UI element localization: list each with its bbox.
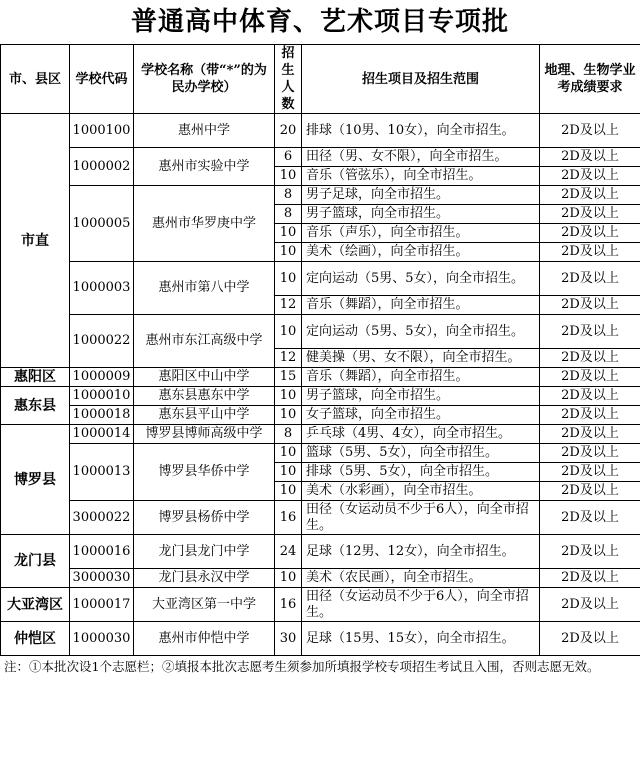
enrollment-count: 10: [275, 444, 302, 463]
school-name: 惠州市华罗庚中学: [134, 186, 275, 262]
school-code: 1000003: [70, 262, 134, 315]
project-scope: 足球（15男、15女），向全市招生。: [302, 622, 540, 656]
project-scope: 美术（绘画），向全市招生。: [302, 243, 540, 262]
footnote: 注：①本批次设1个志愿栏；②填报本批次志愿考生须参加所填报学校专项招生考试且入围，否则志愿无效。: [4, 659, 600, 674]
enrollment-count: 10: [275, 406, 302, 425]
score-requirement: 2D及以上: [540, 406, 640, 425]
enrollment-count: 10: [275, 482, 302, 501]
school-code: 1000013: [70, 444, 134, 501]
region-cell: 市直: [1, 114, 70, 368]
table-row: [1, 444, 640, 463]
score-requirement: 2D及以上: [540, 296, 640, 315]
score-requirement: 2D及以上: [540, 186, 640, 205]
school-name: 惠州市仲恺中学: [134, 622, 275, 656]
school-name: 惠州市第八中学: [134, 262, 275, 315]
table-row: [1, 186, 640, 205]
score-requirement: 2D及以上: [540, 148, 640, 167]
project-scope: 田径（女运动员不少于6人），向全市招生。: [302, 588, 540, 622]
project-scope: 足球（12男、12女），向全市招生。: [302, 535, 540, 569]
enrollment-count: 12: [275, 349, 302, 368]
enrollment-count: 30: [275, 622, 302, 656]
score-requirement: 2D及以上: [540, 588, 640, 622]
enrollment-count: 16: [275, 501, 302, 535]
enrollment-count: 10: [275, 463, 302, 482]
project-scope: 音乐（声乐），向全市招生。: [302, 224, 540, 243]
school-code: 1000002: [70, 148, 134, 186]
score-requirement: 2D及以上: [540, 535, 640, 569]
enrollment-count: 10: [275, 243, 302, 262]
enrollment-count: 10: [275, 387, 302, 406]
header-code: 学校代码: [70, 45, 134, 114]
project-scope: 乒乓球（4男、4女），向全市招生。: [302, 425, 540, 444]
school-code: 1000009: [70, 368, 134, 387]
score-requirement: 2D及以上: [540, 622, 640, 656]
table-row: [1, 406, 640, 425]
school-code: 3000022: [70, 501, 134, 535]
school-name: 博罗县博师高级中学: [134, 425, 275, 444]
region-cell: 大亚湾区: [1, 588, 70, 622]
enrollment-count: 16: [275, 588, 302, 622]
table-row: [1, 315, 640, 349]
school-code: 1000010: [70, 387, 134, 406]
table-row: [1, 535, 640, 569]
score-requirement: 2D及以上: [540, 425, 640, 444]
score-requirement: 2D及以上: [540, 463, 640, 482]
score-requirement: 2D及以上: [540, 243, 640, 262]
enrollment-count: 15: [275, 368, 302, 387]
project-scope: 音乐（舞蹈），向全市招生。: [302, 368, 540, 387]
school-name: 龙门县龙门中学: [134, 535, 275, 569]
score-requirement: 2D及以上: [540, 315, 640, 349]
region-cell: 惠阳区: [1, 368, 70, 387]
school-code: 1000030: [70, 622, 134, 656]
table-row: [1, 622, 640, 656]
school-code: 1000022: [70, 315, 134, 368]
header-row: [1, 45, 640, 114]
project-scope: 田径（女运动员不少于6人），向全市招生。: [302, 501, 540, 535]
project-scope: 音乐（管弦乐），向全市招生。: [302, 167, 540, 186]
table-row: [1, 588, 640, 622]
project-scope: 健美操（男、女不限），向全市招生。: [302, 349, 540, 368]
header-count: 招生人数: [275, 45, 302, 114]
school-code: 1000100: [70, 114, 134, 148]
score-requirement: 2D及以上: [540, 205, 640, 224]
region-cell: 惠东县: [1, 387, 70, 425]
project-scope: 美术（农民画），向全市招生。: [302, 569, 540, 588]
project-scope: 定向运动（5男、5女），向全市招生。: [302, 262, 540, 296]
table-row: [1, 501, 640, 535]
enrollment-count: 12: [275, 296, 302, 315]
project-scope: 女子篮球，向全市招生。: [302, 406, 540, 425]
score-requirement: 2D及以上: [540, 349, 640, 368]
table-row: [1, 148, 640, 167]
enrollment-count: 24: [275, 535, 302, 569]
admission-table: [0, 44, 640, 656]
score-requirement: 2D及以上: [540, 368, 640, 387]
table-row: [1, 569, 640, 588]
school-name: 惠州市东江高级中学: [134, 315, 275, 368]
header-requirement: 地理、生物学业考成绩要求: [540, 45, 640, 114]
enrollment-count: 8: [275, 425, 302, 444]
project-scope: 男子篮球，向全市招生。: [302, 205, 540, 224]
project-scope: 田径（男、女不限），向全市招生。: [302, 148, 540, 167]
table-body: [1, 114, 640, 656]
score-requirement: 2D及以上: [540, 501, 640, 535]
project-scope: 篮球（5男、5女），向全市招生。: [302, 444, 540, 463]
school-name: 大亚湾区第一中学: [134, 588, 275, 622]
region-cell: 博罗县: [1, 425, 70, 535]
school-name: 惠阳区中山中学: [134, 368, 275, 387]
school-name: 博罗县杨侨中学: [134, 501, 275, 535]
project-scope: 排球（5男、5女），向全市招生。: [302, 463, 540, 482]
table-row: [1, 368, 640, 387]
school-code: 3000030: [70, 569, 134, 588]
school-name: 博罗县华侨中学: [134, 444, 275, 501]
enrollment-count: 20: [275, 114, 302, 148]
enrollment-count: 8: [275, 205, 302, 224]
school-code: 1000005: [70, 186, 134, 262]
enrollment-count: 6: [275, 148, 302, 167]
score-requirement: 2D及以上: [540, 444, 640, 463]
enrollment-count: 10: [275, 315, 302, 349]
table-row: [1, 114, 640, 148]
enrollment-count: 10: [275, 569, 302, 588]
enrollment-count: 10: [275, 224, 302, 243]
enrollment-count: 8: [275, 186, 302, 205]
region-cell: 仲恺区: [1, 622, 70, 656]
score-requirement: 2D及以上: [540, 387, 640, 406]
score-requirement: 2D及以上: [540, 167, 640, 186]
region-cell: 龙门县: [1, 535, 70, 588]
header-school-name: 学校名称（带“*”的为民办学校）: [134, 45, 275, 114]
score-requirement: 2D及以上: [540, 224, 640, 243]
school-code: 1000018: [70, 406, 134, 425]
school-name: 惠州市实验中学: [134, 148, 275, 186]
score-requirement: 2D及以上: [540, 569, 640, 588]
page-title: 普通高中体育、艺术项目专项批: [130, 7, 509, 37]
school-name: 龙门县永汉中学: [134, 569, 275, 588]
score-requirement: 2D及以上: [540, 114, 640, 148]
score-requirement: 2D及以上: [540, 262, 640, 296]
project-scope: 定向运动（5男、5女），向全市招生。: [302, 315, 540, 349]
score-requirement: 2D及以上: [540, 482, 640, 501]
school-name: 惠东县惠东中学: [134, 387, 275, 406]
project-scope: 排球（10男、10女），向全市招生。: [302, 114, 540, 148]
enrollment-count: 10: [275, 262, 302, 296]
project-scope: 男子足球，向全市招生。: [302, 186, 540, 205]
school-name: 惠州中学: [134, 114, 275, 148]
project-scope: 音乐（舞蹈），向全市招生。: [302, 296, 540, 315]
table-row: [1, 262, 640, 296]
project-scope: 男子篮球，向全市招生。: [302, 387, 540, 406]
school-name: 惠东县平山中学: [134, 406, 275, 425]
school-code: 1000014: [70, 425, 134, 444]
header-region: 市、县区: [1, 45, 70, 114]
enrollment-count: 10: [275, 167, 302, 186]
school-code: 1000017: [70, 588, 134, 622]
project-scope: 美术（水彩画），向全市招生。: [302, 482, 540, 501]
header-project: 招生项目及招生范围: [302, 45, 540, 114]
school-code: 1000016: [70, 535, 134, 569]
table-row: [1, 425, 640, 444]
table-row: [1, 387, 640, 406]
